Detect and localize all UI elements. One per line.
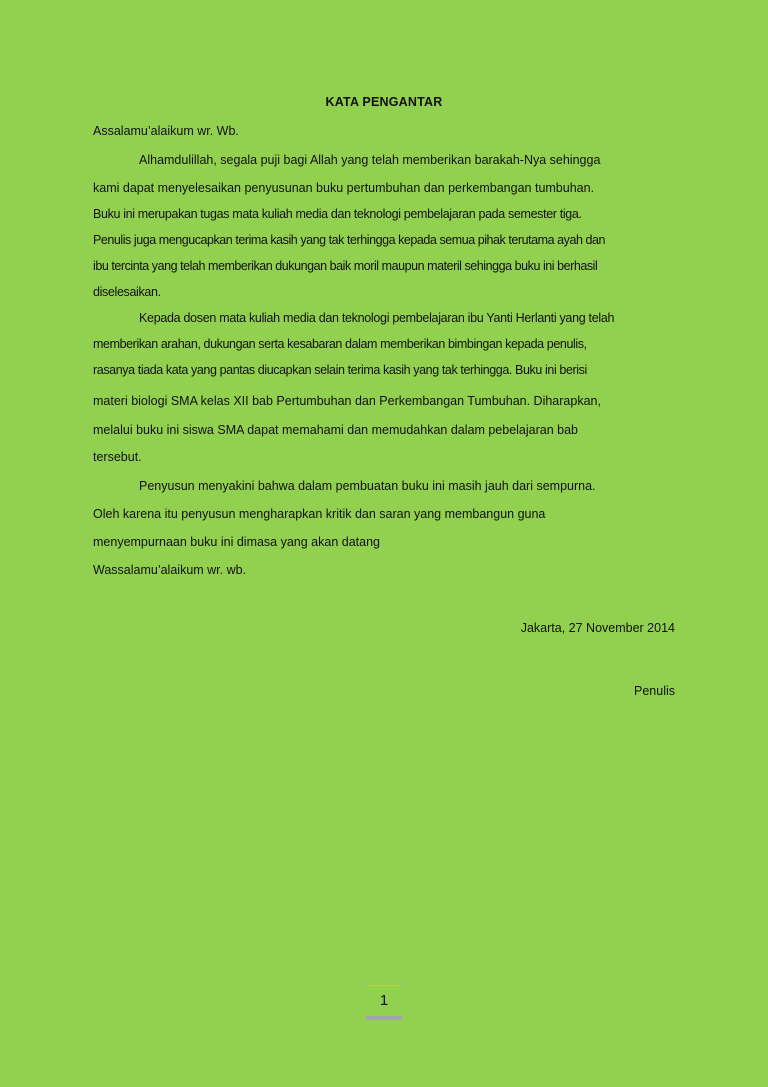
paragraph-line: Buku ini merupakan tugas mata kuliah media dan teknologi pembelajaran pada semester tiga.: [93, 207, 582, 221]
document-title: KATA PENGANTAR: [325, 95, 443, 109]
paragraph-line: materi biologi SMA kelas XII bab Pertumbuhan dan Perkembangan Tumbuhan. Diharapkan,: [93, 394, 601, 408]
paragraph-line: tersebut.: [93, 450, 142, 464]
paragraph-line: Penyusun menyakini bahwa dalam pembuatan buku ini masih jauh dari sempurna.: [139, 479, 596, 493]
author-signature: Penulis: [634, 684, 675, 698]
paragraph-line: Kepada dosen mata kuliah media dan teknologi pembelajaran ibu Yanti Herlanti yang telah: [139, 311, 615, 325]
paragraph-line: melalui buku ini siswa SMA dapat memahami dan memudahkan dalam pebelajaran bab: [93, 423, 578, 437]
greeting-line: Assalamu’alaikum wr. Wb.: [93, 124, 239, 138]
paragraph-line: Oleh karena itu penyusun mengharapkan kritik dan saran yang membangun guna: [93, 507, 546, 521]
paragraph-line: rasanya tiada kata yang pantas diucapkan selain terima kasih yang tak terhingga. Buku ini berisi: [93, 363, 587, 377]
paragraph-line: ibu tercinta yang telah memberikan dukungan baik moril maupun materil sehingga buku ini berhasil: [93, 259, 598, 273]
paragraph-line: menyempurnaan buku ini dimasa yang akan datang: [93, 535, 380, 549]
paragraph-line: diselesaikan.: [93, 285, 161, 299]
paragraph-line: Alhamdulillah, segala puji bagi Allah yang telah memberikan barakah-Nya sehingga: [139, 153, 601, 167]
place-date: Jakarta, 27 November 2014: [520, 621, 675, 635]
closing-line: Wassalamu’alaikum wr. wb.: [93, 563, 247, 577]
paragraph-line: Penulis juga mengucapkan terima kasih yang tak terhingga kepada semua pihak terutama ayah dan: [93, 233, 605, 247]
paragraph-line: memberikan arahan, dukungan serta kesabaran dalam memberikan bimbingan kepada penulis,: [93, 337, 587, 351]
paragraph-line: kami dapat menyelesaikan penyusunan buku pertumbuhan dan perkembangan tumbuhan.: [93, 181, 595, 195]
page-number: 1: [366, 985, 402, 1020]
